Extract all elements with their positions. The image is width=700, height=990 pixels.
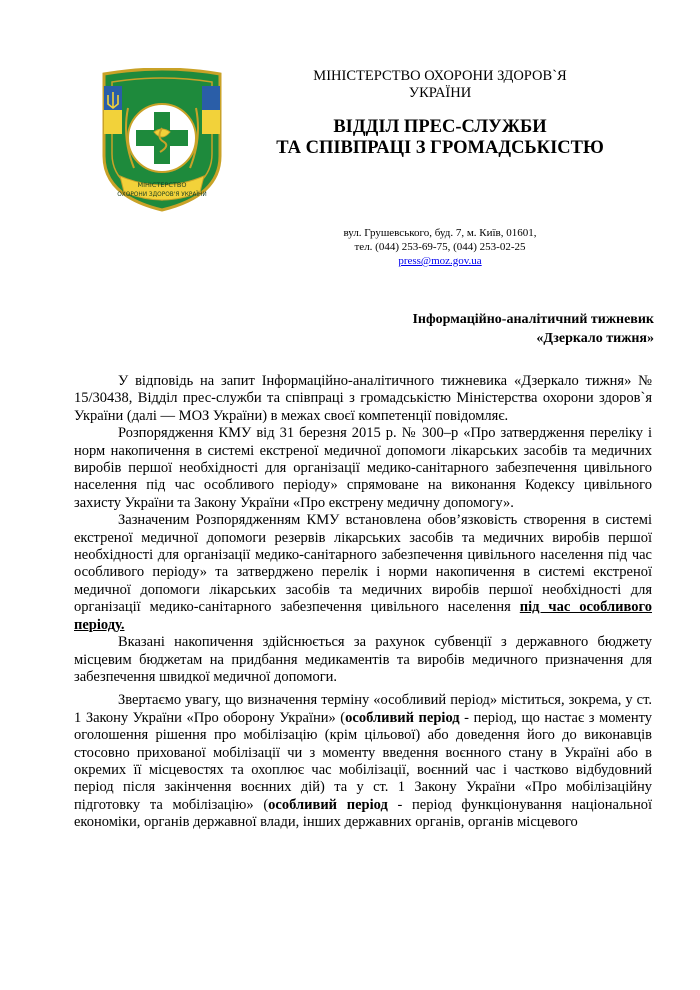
addressee-block (412, 310, 654, 348)
paragraph-3 (74, 512, 652, 634)
paragraph-2: Розпорядження КМУ від 31 березня 2015 р. № 300–р «Про затвердження переліку і норм накопичення в системі екстреної медичної допомоги лікарських засобів та медичних виробів першої необхідності для організації медико-санітарного забезпечення цивільного населення під час особливого періоду» спрямоване на виконання Кодексу цивільного захисту України та Закону України «Про екстрену медичну допомогу». (74, 425, 652, 511)
letter-body (74, 373, 652, 832)
department-line1: ВІДДІЛ ПРЕС-СЛУЖБИ (333, 117, 547, 137)
emblem-text-line2: ОХОРОНИ ЗДОРОВ'Я УКРАЇНИ (117, 192, 207, 198)
paragraph-3-emphasis: під час особливого періоду. (74, 599, 652, 633)
phone-line: тел. (044) 253-69-75, (044) 253-02-25 (354, 241, 526, 253)
address-line: вул. Грушевського, буд. 7, м. Київ, 01601, (343, 227, 537, 239)
department-title (230, 117, 650, 159)
paragraph-5-term-1: особливий період (345, 709, 460, 726)
ministry-line1: МІНІСТЕРСТВО ОХОРОНИ ЗДОРОВ`Я (313, 68, 567, 84)
contact-block (300, 226, 580, 268)
addressee-line1: Інформаційно-аналітичний тижневик (412, 312, 654, 327)
emblem-text-line1: МІНІСТЕРСТВО (137, 181, 187, 189)
paragraph-5-text-e: - період функціонування національної економіки, органів державної влади, інших державних органів, органів місцевого (74, 796, 652, 831)
addressee-line2: «Дзеркало тижня» (536, 331, 654, 346)
paragraph-1: У відповідь на запит Інформаційно-аналітичного тижневика «Дзеркало тижня» № 15/30438, Відділ прес-служби та співпраці з громадськістю Міністерства охорони здоров`я України (далі — МОЗ України) в межах своєї компетенції повідомляє. (74, 373, 652, 424)
email-link[interactable]: press@moz.gov.ua (398, 255, 482, 267)
emblem-flag-yellow (104, 110, 122, 134)
department-line2: ТА СПІВПРАЦІ З ГРОМАДСЬКІСТЮ (276, 138, 604, 158)
ministry-line2: УКРАЇНИ (408, 85, 472, 101)
paragraph-4: Вказані накопичення здійснюється за рахунок субвенції з державного бюджету місцевим бюджетам на придбання медикаментів та виробів медичного призначення для забезпечення швидкої медичної допомоги. (74, 634, 652, 685)
paragraph-5-text-c: - період, що настає з моменту оголошення рішення про мобілізацію (крім цільової) або доведення його до виконавців стосовно прихованої мобілізації чи з моменту введення воєнного стану в Україні або в окремих її місцевостях та охоплює час мобілізації, воєнний час і частково відбудовний період після закінчення воєнних дій) та у ст. 1 Закону України «Про мобілізаційну підготовку та мобілізацію» ( (74, 709, 652, 813)
paragraph-5-term-2: особливий період (268, 796, 388, 813)
paragraph-5 (74, 692, 652, 831)
ministry-emblem (98, 68, 226, 214)
paragraph-5-text-a: Звертаємо увагу, що визначення терміну «особливий період» міститься, зокрема, у ст. 1 Закону України «Про оборону України» ( (74, 692, 652, 726)
paragraph-3-text: Зазначеним Розпорядженням КМУ встановлена обов’язковість створення в системі екстреної медичної допомоги резервів лікарських засобів та медичних виробів першої необхідності для організації медико-санітарного забезпечення цивільного населення під час особливого періоду» та затверджено перелік і норми накопичення в системі екстреної медичної допомоги лікарських засобів та медичних виробів першої необхідності для організації медико-санітарного забезпечення цивільного населення (74, 512, 652, 616)
ministry-name (230, 68, 650, 102)
